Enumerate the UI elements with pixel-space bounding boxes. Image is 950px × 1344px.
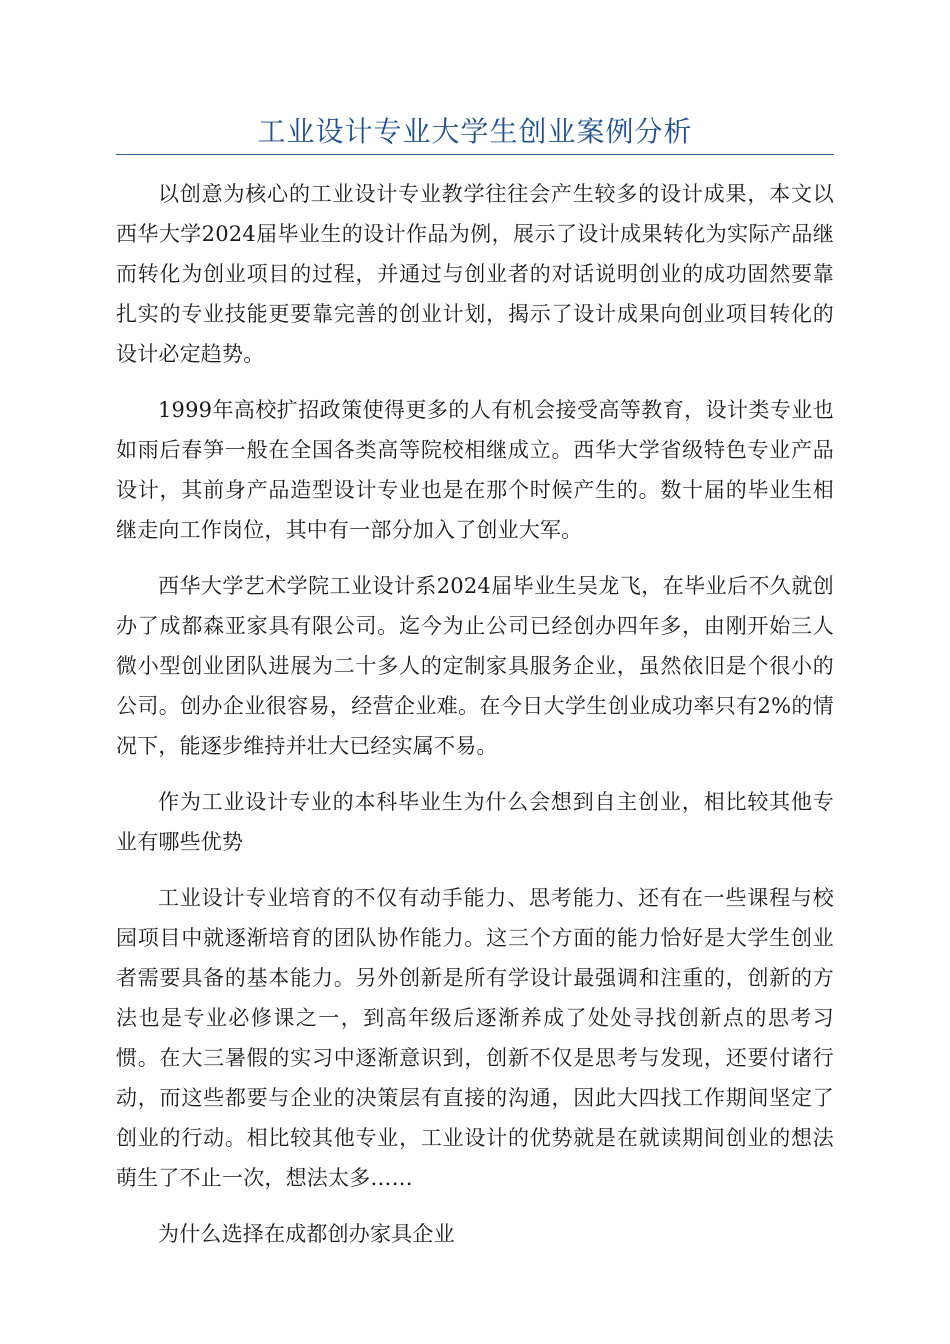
paragraph-question-2: 为什么选择在成都创办家具企业 bbox=[158, 1222, 455, 1246]
paragraph-intro: 以创意为核心的工业设计专业教学往往会产生较多的设计成果，本文以西华大学2024届毕业生的设计作品为例，展示了设计成果转化为实际产品继而转化为创业项目的过程，并通过与创业者的对话说明创业的成功固然要靠扎实的专业技能更要靠完善的创业计划，揭示了设计成果向创业项目转化的设计必定趋势。 bbox=[116, 182, 834, 366]
paragraph-question-1: 作为工业设计专业的本科毕业生为什么会想到自主创业，相比较其他专业有哪些优势 bbox=[116, 790, 834, 854]
document-title: 工业设计专业大学生创业案例分析 bbox=[257, 115, 693, 148]
paragraph-background: 1999年高校扩招政策使得更多的人有机会接受高等教育，设计类专业也如雨后春笋一般在全国各类高等院校相继成立。西华大学省级特色专业产品设计，其前身产品造型设计专业也是在那个时候产生的。数十届的毕业生相继走向工作岗位，其中有一部分加入了创业大军。 bbox=[116, 398, 834, 542]
paragraph-case: 西华大学艺术学院工业设计系2024届毕业生吴龙飞，在毕业后不久就创办了成都森亚家具有限公司。迄今为止公司已经创办四年多，由刚开始三人微小型创业团队进展为二十多人的定制家具服务企业，虽然依旧是个很小的公司。创办企业很容易，经营企业难。在今日大学生创业成功率只有2%的情况下，能逐步维持并壮大已经实属不易。 bbox=[116, 574, 834, 758]
paragraph-answer-1: 工业设计专业培育的不仅有动手能力、思考能力、还有在一些课程与校园项目中就逐渐培育的团队协作能力。这三个方面的能力恰好是大学生创业者需要具备的基本能力。另外创新是所有学设计最强调和注重的，创新的方法也是专业必修课之一，到高年级后逐渐养成了处处寻找创新点的思考习惯。在大三暑假的实习中逐渐意识到，创新不仅是思考与发现，还要付诸行动，而这些都要与企业的决策层有直接的沟通，因此大四找工作期间坚定了创业的行动。相比较其他专业，工业设计的优势就是在就读期间创业的想法萌生了不止一次，想法太多…… bbox=[116, 886, 834, 1190]
document-body bbox=[116, 174, 834, 1270]
title-underline bbox=[116, 154, 834, 155]
